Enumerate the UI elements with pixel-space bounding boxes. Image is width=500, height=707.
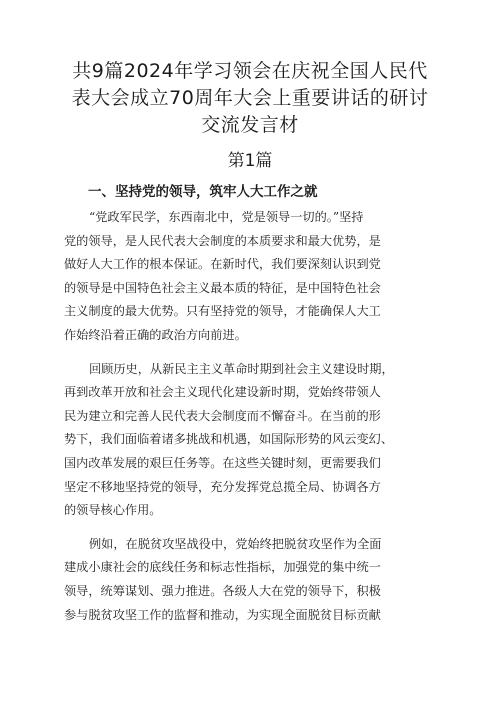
document-title [60,58,440,139]
text-line: 做好人大工作的根本保证。在新时代，我们要深刻认识到党 [64,257,381,272]
paragraph [64,206,436,348]
text-line: 民为建立和完善人民代表大会制度而不懈奋斗。在当前的形 [64,408,381,423]
title-line: 共9篇2024年学习领会在庆祝全国人民代 [72,60,428,82]
text-line: 回顾历史，从新民主主义革命时期到社会主义建设时期， [89,361,394,376]
text-line: 主义制度的最大优势。只有坚持党的领导，才能确保人大工 [64,304,381,319]
text-line: 再到改革开放和社会主义现代化建设新时期，党始终带领人 [64,385,381,400]
text-line: 建成小康社会的底线任务和标志性指标，加强党的集中统一 [64,560,381,575]
paragraph [64,358,436,523]
text-line: 的领导是中国特色社会主义最本质的特征，是中国特色社会 [64,280,381,295]
text-line: 参与脱贫攻坚工作的监督和推动，为实现全面脱贫目标贡献 [64,607,381,622]
text-line: 领导，统筹谋划、强力推进。各级人大在党的领导下，积极 [64,583,381,598]
text-line: 国内改革发展的艰巨任务等。在这些关键时刻，更需要我们 [64,455,381,470]
part-label: 第1篇 [227,151,273,171]
text-line: 作始终沿着正确的政治方向前进。 [64,327,247,342]
section-heading: 一、坚持党的领导，筑牢人大工作之就 [88,184,318,200]
text-line: 势下，我们面临着诸多挑战和机遇，如国际形势的风云变幻、 [64,432,394,447]
text-line: 坚定不移地坚持党的领导，充分发挥党总揽全局、协调各方 [64,479,381,494]
document-body [64,206,436,627]
title-line: 表大会成立70周年大会上重要讲话的研讨 [71,87,429,109]
text-line: “党政军民学，东西南北中，党是领导一切的。”坚持 [89,210,364,224]
paragraph [64,533,436,627]
title-line: 交流发言材 [201,114,299,136]
text-line: 的领导核心作用。 [64,503,162,518]
text-line: 例如，在脱贫攻坚战役中，党始终把脱贫攻坚作为全面 [89,536,382,551]
text-line: 党的领导，是人民代表大会制度的本质要求和最大优势，是 [64,233,381,248]
